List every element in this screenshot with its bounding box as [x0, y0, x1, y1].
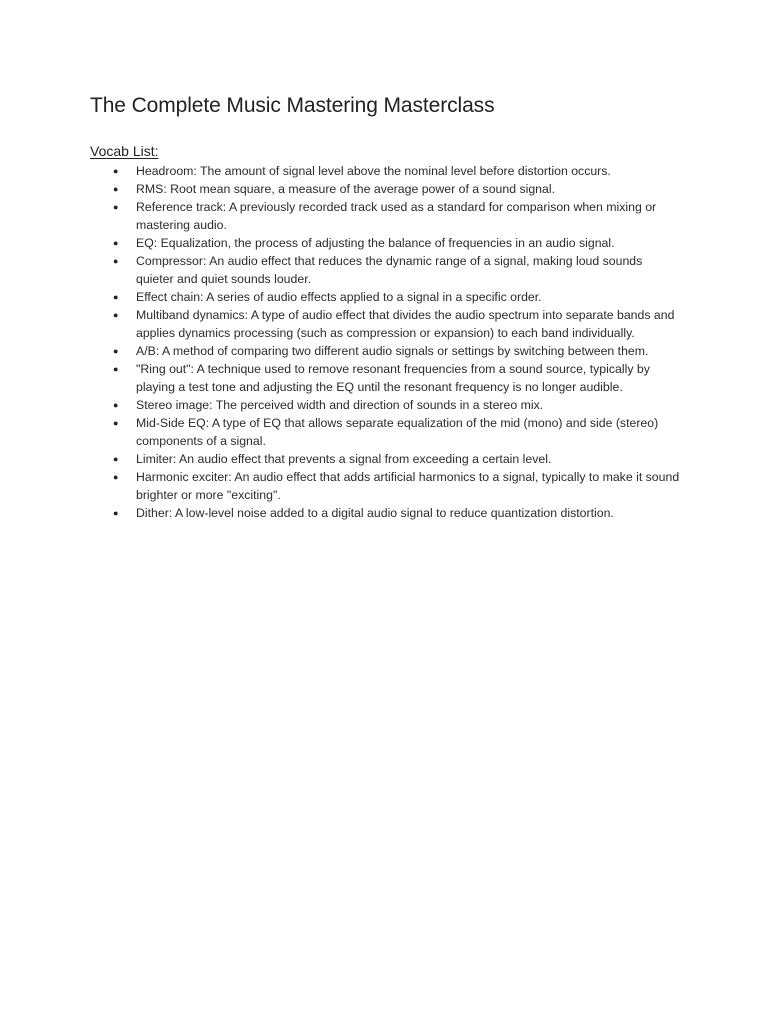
- vocab-list-item: [90, 306, 680, 342]
- vocab-item-text: Compressor: An audio effect that reduces the dynamic range of a signal, making loud sounds quieter and quiet sounds louder.: [136, 254, 643, 286]
- vocab-item-text: Dither: A low-level noise added to a digital audio signal to reduce quantization distortion.: [136, 506, 614, 520]
- vocab-item-text: Reference track: A previously recorded track used as a standard for comparison when mixing or mastering audio.: [136, 200, 657, 232]
- bullet-icon: ●: [113, 184, 119, 194]
- vocab-item-text: A/B: A method of comparing two different audio signals or settings by switching between them.: [136, 344, 649, 358]
- vocab-item-text: EQ: Equalization, the process of adjusting the balance of frequencies in an audio signal.: [136, 236, 615, 250]
- bullet-icon: ●: [113, 472, 119, 482]
- bullet-icon: ●: [113, 364, 119, 374]
- bullet-icon: ●: [113, 256, 119, 266]
- bullet-icon: ●: [113, 166, 119, 176]
- vocab-list-item: [90, 342, 680, 360]
- bullet-icon: ●: [113, 202, 119, 212]
- vocab-list-item: [90, 288, 680, 306]
- bullet-icon: ●: [113, 400, 119, 410]
- vocab-list-item: [90, 252, 680, 288]
- document-title: The Complete Music Mastering Masterclass: [90, 94, 495, 117]
- vocab-list-item: [90, 468, 680, 504]
- vocab-list-item: [90, 504, 680, 522]
- vocab-list-heading: Vocab List:: [90, 143, 159, 159]
- vocab-item-text: Multiband dynamics: A type of audio effect that divides the audio spectrum into separate bands and applies dynamics processing (such as compression or expansion) to each band individually.: [136, 308, 675, 340]
- bullet-icon: ●: [113, 508, 119, 518]
- bullet-icon: ●: [113, 454, 119, 464]
- vocab-item-text: Limiter: An audio effect that prevents a signal from exceeding a certain level.: [136, 452, 552, 466]
- vocab-item-text: RMS: Root mean square, a measure of the average power of a sound signal.: [136, 182, 556, 196]
- bullet-icon: ●: [113, 292, 119, 302]
- vocab-list-item: [90, 396, 680, 414]
- vocab-list-item: [90, 234, 680, 252]
- vocab-list-item: [90, 450, 680, 468]
- bullet-icon: ●: [113, 310, 119, 320]
- vocab-list-item: [90, 414, 680, 450]
- vocab-list-item: [90, 180, 680, 198]
- vocab-item-text: "Ring out": A technique used to remove resonant frequencies from a sound source, typically by playing a test tone and adjusting the EQ until the resonant frequency is no longer audible.: [136, 362, 650, 394]
- vocab-item-text: Headroom: The amount of signal level above the nominal level before distortion occurs.: [136, 164, 611, 178]
- bullet-icon: ●: [113, 418, 119, 428]
- bullet-icon: ●: [113, 346, 119, 356]
- vocab-item-text: Effect chain: A series of audio effects applied to a signal in a specific order.: [136, 290, 542, 304]
- bullet-icon: ●: [113, 238, 119, 248]
- vocab-list-item: [90, 360, 680, 396]
- vocab-list-item: [90, 162, 680, 180]
- vocab-item-text: Mid-Side EQ: A type of EQ that allows separate equalization of the mid (mono) and side (stereo) components of a signal.: [136, 416, 659, 448]
- vocab-item-text: Stereo image: The perceived width and direction of sounds in a stereo mix.: [136, 398, 544, 412]
- vocab-item-text: Harmonic exciter: An audio effect that adds artificial harmonics to a signal, typically to make it sound brighter or more "exciting".: [136, 470, 680, 502]
- vocab-list: [90, 162, 680, 522]
- vocab-list-item: [90, 198, 680, 234]
